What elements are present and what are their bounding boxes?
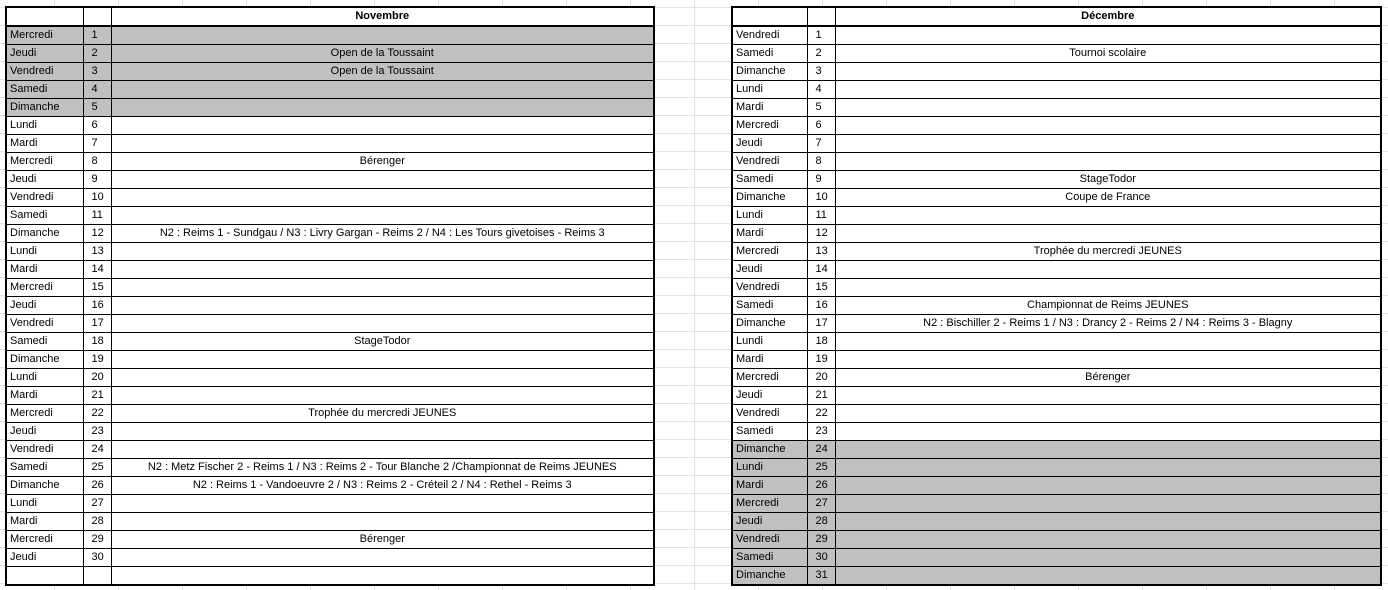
event-cell[interactable]: StageTodor (111, 333, 654, 351)
event-cell[interactable] (835, 225, 1381, 243)
table-row (732, 387, 1381, 405)
event-cell[interactable] (835, 513, 1381, 531)
table-row (6, 189, 654, 207)
day-cell[interactable]: Jeudi (6, 423, 83, 441)
table-row (6, 297, 654, 315)
day-cell[interactable]: Samedi (6, 207, 83, 225)
date-cell[interactable]: 15 (83, 279, 111, 297)
table-row (732, 441, 1381, 459)
date-cell[interactable]: 11 (807, 207, 835, 225)
event-cell[interactable] (111, 26, 654, 45)
date-cell[interactable]: 4 (83, 81, 111, 99)
event-cell[interactable]: Open de la Toussaint (111, 45, 654, 63)
event-cell[interactable] (835, 26, 1381, 45)
date-cell[interactable]: 25 (807, 459, 835, 477)
table-row (732, 549, 1381, 567)
table-row (732, 513, 1381, 531)
date-cell[interactable]: 22 (807, 405, 835, 423)
day-cell[interactable]: Lundi (732, 459, 807, 477)
date-cell[interactable]: 8 (83, 153, 111, 171)
event-cell[interactable]: Open de la Toussaint (111, 63, 654, 81)
december-calendar-table (731, 6, 1382, 586)
day-cell[interactable]: Samedi (6, 333, 83, 351)
table-row (6, 315, 654, 333)
date-cell[interactable]: 21 (83, 387, 111, 405)
event-cell[interactable] (111, 135, 654, 153)
day-cell[interactable]: Lundi (6, 369, 83, 387)
day-cell[interactable]: Vendredi (6, 63, 83, 81)
event-cell[interactable]: Tournoi scolaire (835, 45, 1381, 63)
table-row (732, 153, 1381, 171)
day-cell[interactable]: Mercredi (732, 117, 807, 135)
event-cell[interactable] (835, 117, 1381, 135)
event-cell[interactable] (111, 441, 654, 459)
event-cell[interactable] (835, 495, 1381, 513)
table-row (6, 549, 654, 567)
date-cell[interactable]: 14 (807, 261, 835, 279)
date-cell[interactable]: 9 (83, 171, 111, 189)
day-cell[interactable]: Lundi (6, 495, 83, 513)
day-cell[interactable] (6, 567, 83, 586)
date-cell[interactable]: 8 (807, 153, 835, 171)
date-cell[interactable]: 12 (807, 225, 835, 243)
table-row (732, 26, 1381, 45)
table-row (6, 171, 654, 189)
day-cell[interactable]: Vendredi (732, 531, 807, 549)
date-cell[interactable]: 20 (807, 369, 835, 387)
date-cell[interactable]: 22 (83, 405, 111, 423)
date-cell[interactable]: 17 (807, 315, 835, 333)
header-blank-cell[interactable] (83, 7, 111, 26)
event-cell[interactable] (835, 423, 1381, 441)
date-cell[interactable]: 10 (83, 189, 111, 207)
table-row (6, 423, 654, 441)
table-row (732, 405, 1381, 423)
date-cell[interactable]: 9 (807, 171, 835, 189)
event-cell[interactable] (111, 297, 654, 315)
date-cell[interactable]: 5 (83, 99, 111, 117)
date-cell[interactable]: 26 (83, 477, 111, 495)
event-cell[interactable] (835, 153, 1381, 171)
event-cell[interactable] (835, 333, 1381, 351)
table-row (6, 117, 654, 135)
event-cell[interactable] (835, 261, 1381, 279)
day-cell[interactable]: Dimanche (732, 567, 807, 586)
date-cell[interactable]: 28 (807, 513, 835, 531)
date-cell[interactable]: 13 (83, 243, 111, 261)
date-cell[interactable]: 14 (83, 261, 111, 279)
month-title-decembre[interactable]: Décembre (835, 7, 1381, 26)
header-blank-cell[interactable] (6, 7, 83, 26)
day-cell[interactable]: Mardi (6, 261, 83, 279)
day-cell[interactable]: Lundi (6, 117, 83, 135)
date-cell[interactable]: 21 (807, 387, 835, 405)
event-cell[interactable]: Bérenger (111, 531, 654, 549)
day-cell[interactable]: Mardi (732, 477, 807, 495)
event-cell[interactable] (835, 567, 1381, 586)
event-cell[interactable] (835, 207, 1381, 225)
date-cell[interactable]: 23 (83, 423, 111, 441)
day-cell[interactable]: Mardi (6, 387, 83, 405)
event-cell[interactable] (111, 189, 654, 207)
date-cell[interactable]: 3 (807, 63, 835, 81)
december-rows (732, 26, 1381, 585)
table-row (6, 243, 654, 261)
event-cell[interactable]: N2 : Bischiller 2 - Reims 1 / N3 : Drancy 2 - Reims 2 / N4 : Reims 3 - Blagny (835, 315, 1381, 333)
table-row (732, 459, 1381, 477)
event-cell[interactable] (111, 117, 654, 135)
date-cell[interactable]: 28 (83, 513, 111, 531)
november-calendar-table (5, 6, 655, 586)
event-cell[interactable]: Bérenger (835, 369, 1381, 387)
day-cell[interactable]: Lundi (732, 81, 807, 99)
event-cell[interactable] (111, 171, 654, 189)
event-cell[interactable] (111, 567, 654, 586)
event-cell[interactable]: Coupe de France (835, 189, 1381, 207)
date-cell[interactable]: 24 (807, 441, 835, 459)
date-cell[interactable]: 13 (807, 243, 835, 261)
table-row (6, 135, 654, 153)
day-cell[interactable]: Samedi (6, 81, 83, 99)
day-cell[interactable]: Jeudi (6, 297, 83, 315)
event-cell[interactable]: StageTodor (835, 171, 1381, 189)
event-cell[interactable]: Championnat de Reims JEUNES (835, 297, 1381, 315)
table-row (6, 45, 654, 63)
event-cell[interactable] (111, 99, 654, 117)
date-cell[interactable]: 5 (807, 99, 835, 117)
event-cell[interactable] (111, 351, 654, 369)
day-cell[interactable]: Mardi (732, 351, 807, 369)
day-cell[interactable]: Mercredi (6, 531, 83, 549)
header-row (6, 7, 654, 26)
date-cell[interactable]: 15 (807, 279, 835, 297)
day-cell[interactable]: Jeudi (732, 513, 807, 531)
table-row (6, 153, 654, 171)
date-cell[interactable]: 25 (83, 459, 111, 477)
day-cell[interactable]: Mercredi (6, 26, 83, 45)
date-cell[interactable]: 20 (83, 369, 111, 387)
date-cell[interactable]: 19 (807, 351, 835, 369)
table-row (732, 117, 1381, 135)
day-cell[interactable]: Dimanche (732, 63, 807, 81)
day-cell[interactable]: Jeudi (732, 135, 807, 153)
day-cell[interactable]: Vendredi (6, 189, 83, 207)
table-row (6, 459, 654, 477)
day-cell[interactable]: Jeudi (6, 549, 83, 567)
day-cell[interactable]: Jeudi (6, 171, 83, 189)
event-cell[interactable] (835, 387, 1381, 405)
table-row (6, 441, 654, 459)
date-cell[interactable]: 2 (83, 45, 111, 63)
table-row (6, 567, 654, 586)
date-cell[interactable]: 16 (807, 297, 835, 315)
event-cell[interactable] (835, 135, 1381, 153)
date-cell[interactable]: 18 (807, 333, 835, 351)
date-cell[interactable]: 30 (807, 549, 835, 567)
day-cell[interactable]: Mardi (732, 99, 807, 117)
table-row (6, 207, 654, 225)
table-row (6, 279, 654, 297)
day-cell[interactable]: Vendredi (732, 153, 807, 171)
date-cell[interactable]: 2 (807, 45, 835, 63)
table-row (732, 45, 1381, 63)
november-rows (6, 26, 654, 585)
day-cell[interactable]: Samedi (732, 45, 807, 63)
table-row (732, 207, 1381, 225)
day-cell[interactable]: Mercredi (732, 243, 807, 261)
table-row (732, 333, 1381, 351)
table-row (6, 81, 654, 99)
event-cell[interactable] (835, 63, 1381, 81)
event-cell[interactable] (111, 549, 654, 567)
date-cell[interactable]: 16 (83, 297, 111, 315)
date-cell[interactable] (83, 567, 111, 586)
table-row (732, 63, 1381, 81)
event-cell[interactable]: N2 : Metz Fischer 2 - Reims 1 / N3 : Reims 2 - Tour Blanche 2 /Championnat de Reims JEUNES (111, 459, 654, 477)
table-row (732, 135, 1381, 153)
table-row (6, 261, 654, 279)
day-cell[interactable]: Samedi (6, 459, 83, 477)
day-cell[interactable]: Samedi (732, 549, 807, 567)
day-cell[interactable]: Samedi (732, 297, 807, 315)
table-row (732, 315, 1381, 333)
table-row (732, 369, 1381, 387)
day-cell[interactable]: Dimanche (732, 189, 807, 207)
date-cell[interactable]: 1 (83, 26, 111, 45)
event-cell[interactable] (111, 495, 654, 513)
day-cell[interactable]: Mercredi (6, 405, 83, 423)
table-row (6, 99, 654, 117)
date-cell[interactable]: 10 (807, 189, 835, 207)
table-row (732, 243, 1381, 261)
table-row (732, 189, 1381, 207)
table-row (6, 495, 654, 513)
event-cell[interactable]: N2 : Reims 1 - Sundgau / N3 : Livry Gargan - Reims 2 / N4 : Les Tours givetoises - Reims 3 (111, 225, 654, 243)
day-cell[interactable]: Mercredi (6, 153, 83, 171)
day-cell[interactable]: Samedi (732, 171, 807, 189)
table-row (6, 477, 654, 495)
table-row (732, 567, 1381, 586)
header-blank-cell[interactable] (732, 7, 807, 26)
date-cell[interactable]: 4 (807, 81, 835, 99)
table-row (6, 333, 654, 351)
date-cell[interactable]: 26 (807, 477, 835, 495)
table-row (6, 351, 654, 369)
date-cell[interactable]: 29 (807, 531, 835, 549)
table-row (732, 261, 1381, 279)
table-row (6, 387, 654, 405)
table-row (732, 495, 1381, 513)
event-cell[interactable] (111, 81, 654, 99)
event-cell[interactable] (111, 261, 654, 279)
event-cell[interactable] (835, 549, 1381, 567)
event-cell[interactable] (111, 207, 654, 225)
table-row (6, 26, 654, 45)
event-cell[interactable] (111, 387, 654, 405)
date-cell[interactable]: 1 (807, 26, 835, 45)
table-row (732, 531, 1381, 549)
day-cell[interactable]: Mercredi (732, 495, 807, 513)
table-row (732, 81, 1381, 99)
event-cell[interactable] (835, 459, 1381, 477)
day-cell[interactable]: Vendredi (6, 441, 83, 459)
event-cell[interactable]: Trophée du mercredi JEUNES (111, 405, 654, 423)
event-cell[interactable] (835, 99, 1381, 117)
day-cell[interactable]: Mardi (6, 135, 83, 153)
event-cell[interactable] (111, 369, 654, 387)
event-cell[interactable] (835, 351, 1381, 369)
day-cell[interactable]: Dimanche (732, 315, 807, 333)
date-cell[interactable]: 30 (83, 549, 111, 567)
day-cell[interactable]: Dimanche (6, 477, 83, 495)
day-cell[interactable]: Mercredi (732, 369, 807, 387)
table-row (732, 477, 1381, 495)
table-row (732, 351, 1381, 369)
day-cell[interactable]: Mardi (732, 225, 807, 243)
event-cell[interactable] (111, 513, 654, 531)
event-cell[interactable] (111, 315, 654, 333)
day-cell[interactable]: Vendredi (6, 315, 83, 333)
day-cell[interactable]: Dimanche (6, 99, 83, 117)
date-cell[interactable]: 6 (807, 117, 835, 135)
header-row (732, 7, 1381, 26)
day-cell[interactable]: Lundi (732, 333, 807, 351)
table-row (6, 531, 654, 549)
event-cell[interactable]: Trophée du mercredi JEUNES (835, 243, 1381, 261)
event-cell[interactable] (835, 531, 1381, 549)
day-cell[interactable]: Vendredi (732, 26, 807, 45)
table-row (732, 225, 1381, 243)
event-cell[interactable] (835, 477, 1381, 495)
month-title-novembre[interactable]: Novembre (111, 7, 654, 26)
table-row (6, 63, 654, 81)
date-cell[interactable]: 18 (83, 333, 111, 351)
day-cell[interactable]: Jeudi (732, 387, 807, 405)
date-cell[interactable]: 17 (83, 315, 111, 333)
day-cell[interactable]: Mercredi (6, 279, 83, 297)
date-cell[interactable]: 12 (83, 225, 111, 243)
event-cell[interactable] (111, 243, 654, 261)
table-row (6, 513, 654, 531)
table-row (732, 297, 1381, 315)
header-blank-cell[interactable] (807, 7, 835, 26)
date-cell[interactable]: 23 (807, 423, 835, 441)
day-cell[interactable]: Jeudi (732, 261, 807, 279)
event-cell[interactable] (835, 279, 1381, 297)
table-row (732, 423, 1381, 441)
event-cell[interactable] (835, 81, 1381, 99)
date-cell[interactable]: 7 (83, 135, 111, 153)
event-cell[interactable] (111, 423, 654, 441)
date-cell[interactable]: 27 (83, 495, 111, 513)
day-cell[interactable]: Lundi (732, 207, 807, 225)
table-row (732, 279, 1381, 297)
event-cell[interactable]: N2 : Reims 1 - Vandoeuvre 2 / N3 : Reims 2 - Créteil 2 / N4 : Rethel - Reims 3 (111, 477, 654, 495)
table-row (732, 99, 1381, 117)
day-cell[interactable]: Dimanche (6, 225, 83, 243)
date-cell[interactable]: 7 (807, 135, 835, 153)
date-cell[interactable]: 27 (807, 495, 835, 513)
event-cell[interactable]: Bérenger (111, 153, 654, 171)
date-cell[interactable]: 6 (83, 117, 111, 135)
event-cell[interactable] (835, 405, 1381, 423)
day-cell[interactable]: Jeudi (6, 45, 83, 63)
date-cell[interactable]: 31 (807, 567, 835, 586)
table-row (732, 171, 1381, 189)
date-cell[interactable]: 29 (83, 531, 111, 549)
event-cell[interactable] (835, 441, 1381, 459)
day-cell[interactable]: Dimanche (732, 441, 807, 459)
day-cell[interactable]: Mardi (6, 513, 83, 531)
day-cell[interactable]: Lundi (6, 243, 83, 261)
table-row (6, 405, 654, 423)
date-cell[interactable]: 19 (83, 351, 111, 369)
day-cell[interactable]: Vendredi (732, 279, 807, 297)
table-row (6, 369, 654, 387)
date-cell[interactable]: 11 (83, 207, 111, 225)
table-row (6, 225, 654, 243)
event-cell[interactable] (111, 279, 654, 297)
date-cell[interactable]: 24 (83, 441, 111, 459)
day-cell[interactable]: Vendredi (732, 405, 807, 423)
date-cell[interactable]: 3 (83, 63, 111, 81)
day-cell[interactable]: Dimanche (6, 351, 83, 369)
day-cell[interactable]: Samedi (732, 423, 807, 441)
